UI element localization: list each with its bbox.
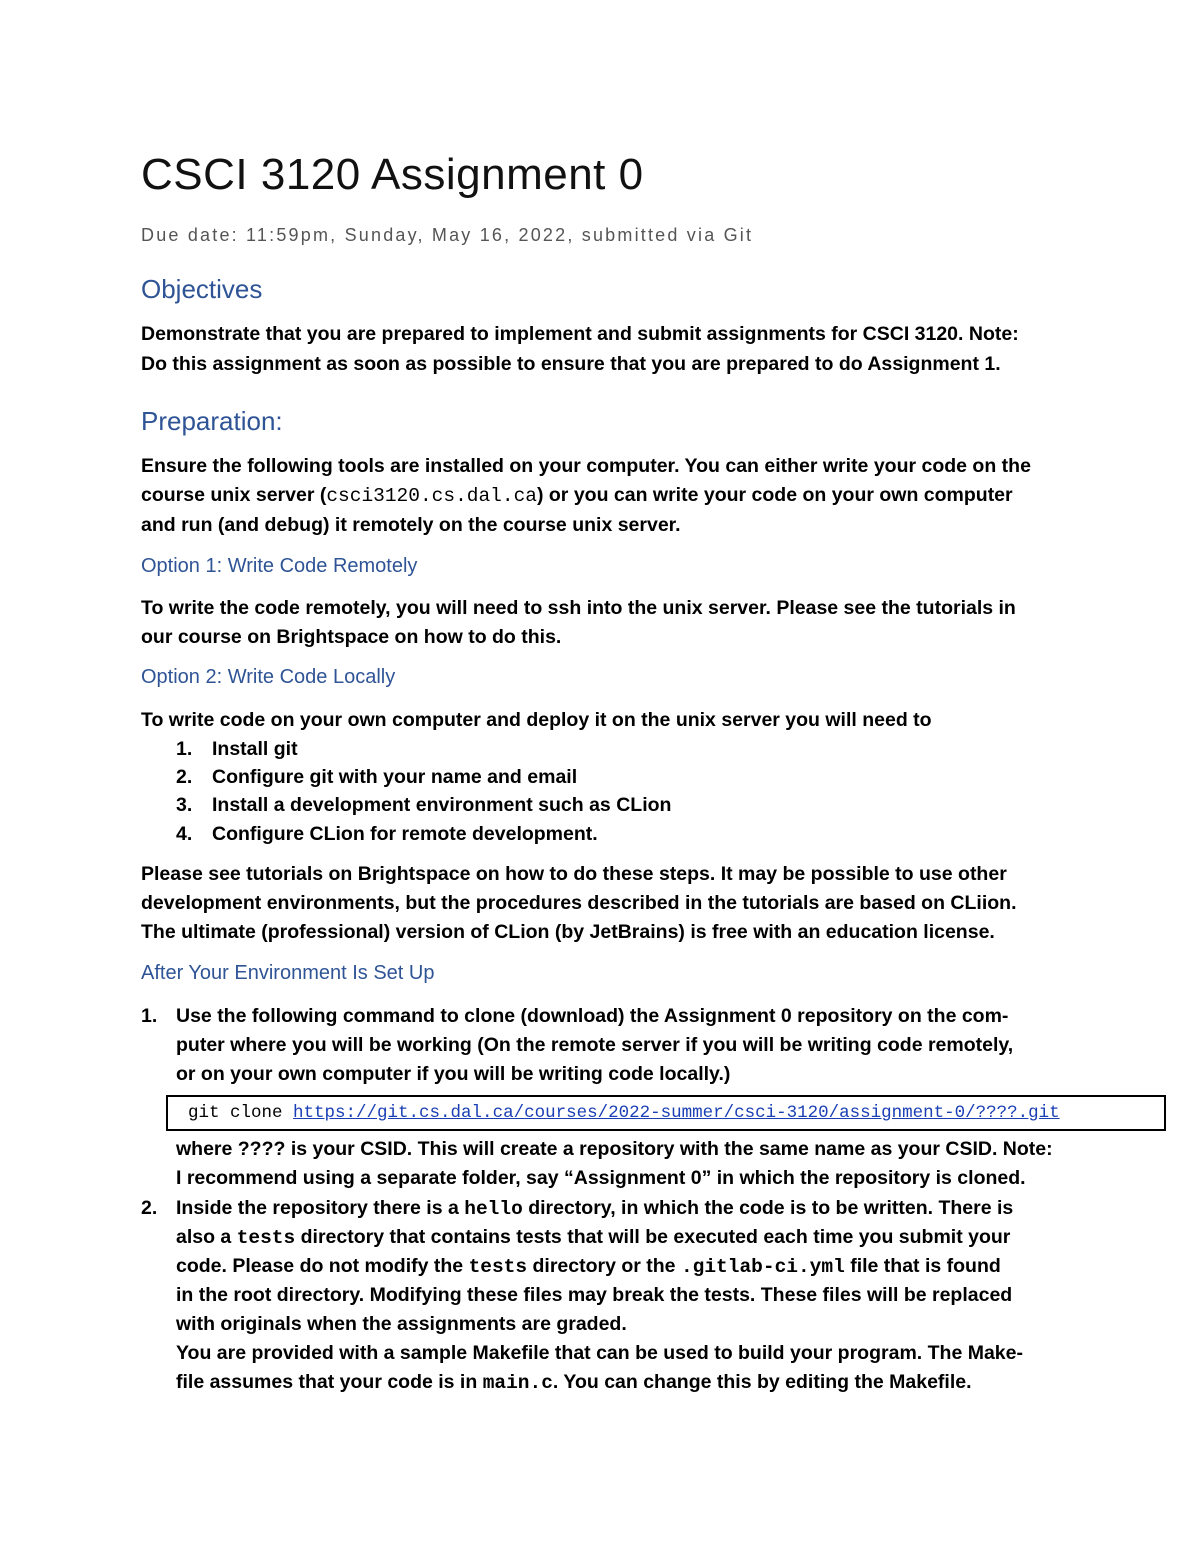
- after-item-1-line-2: puter where you will be working (On the remote server if you will be writing code remotely,: [176, 1034, 1014, 1056]
- repository-url-link[interactable]: https://git.cs.dal.ca/courses/2022-summer/csci-3120/assignment-0/????.git: [293, 1103, 1060, 1123]
- after-item-1-line-3: or on your own computer if you will be writing code locally.): [176, 1063, 731, 1085]
- after-item-2-line-1: [176, 1194, 1013, 1225]
- list-text: Install a development environment such as CLion: [212, 794, 672, 816]
- after-item-2-line-7: [176, 1368, 972, 1399]
- main-c-code: main.c: [482, 1372, 553, 1394]
- preparation-heading: Preparation:: [141, 406, 283, 436]
- list-number: 3.: [176, 794, 193, 816]
- option2-after-line-3: The ultimate (professional) version of CLion (by JetBrains) is free with an education license.: [141, 921, 995, 943]
- text-segment: directory, in which the code is to be written. There is: [522, 1197, 1014, 1219]
- option2-heading: Option 2: Write Code Locally: [141, 666, 396, 688]
- after-item-1-line-5: I recommend using a separate folder, say “Assignment 0” in which the repository is cloned.: [176, 1167, 1026, 1189]
- after-setup-heading: After Your Environment Is Set Up: [141, 962, 435, 984]
- list-text: Configure git with your name and email: [212, 766, 578, 788]
- option2-after-line-1: Please see tutorials on Brightspace on how to do these steps. It may be possible to use other: [141, 863, 1007, 885]
- after-item-2-number: 2.: [141, 1197, 158, 1219]
- option1-heading: Option 1: Write Code Remotely: [141, 555, 418, 577]
- text-segment: Inside the repository there is a: [176, 1197, 465, 1219]
- text-segment: file that is found: [844, 1255, 1001, 1277]
- gitlab-ci-file-code: .gitlab-ci.yml: [680, 1256, 845, 1278]
- list-text: Configure CLion for remote development.: [212, 823, 598, 845]
- hello-dir-code: hello: [464, 1198, 523, 1220]
- option2-after-line-2: development environments, but the procedures described in the tutorials are based on CLiion.: [141, 892, 1017, 914]
- text-segment: file assumes that your code is in: [176, 1371, 483, 1393]
- objectives-heading: Objectives: [141, 274, 263, 304]
- text-segment: also a: [176, 1226, 237, 1248]
- objectives-line-2: Do this assignment as soon as possible to ensure that you are prepared to do Assignment 1.: [141, 353, 1001, 375]
- after-item-2-line-6: You are provided with a sample Makefile that can be used to build your program. The Make-: [176, 1342, 1023, 1364]
- text-segment: . You can change this by editing the Makefile.: [552, 1371, 972, 1393]
- after-item-2-line-4: in the root directory. Modifying these files may break the tests. These files will be replaced: [176, 1284, 1013, 1306]
- due-date: Due date: 11:59pm, Sunday, May 16, 2022, submitted via Git: [141, 225, 754, 245]
- after-item-2-line-3: [176, 1252, 1001, 1283]
- server-hostname: csci3120.cs.dal.ca: [326, 485, 537, 507]
- preparation-line-2-post: ) or you can write your code on your own computer: [536, 484, 1013, 506]
- text-segment: code. Please do not modify the: [176, 1255, 469, 1277]
- list-number: 4.: [176, 823, 193, 845]
- list-number: 1.: [176, 738, 193, 760]
- after-item-1-line-4: where ???? is your CSID. This will create a repository with the same name as your CSID. Note:: [176, 1138, 1053, 1160]
- after-item-1-line-1: Use the following command to clone (download) the Assignment 0 repository on the com-: [176, 1005, 1009, 1027]
- preparation-line-1: Ensure the following tools are installed on your computer. You can either write your code on the: [141, 455, 1031, 477]
- after-item-1-number: 1.: [141, 1005, 158, 1027]
- after-item-2-line-5: with originals when the assignments are graded.: [176, 1313, 627, 1335]
- text-segment: directory or the: [527, 1255, 681, 1277]
- preparation-line-2-pre: course unix server (: [141, 484, 327, 506]
- git-clone-command: git clone: [188, 1103, 294, 1123]
- text-segment: directory that contains tests that will be executed each time you submit your: [295, 1226, 1011, 1248]
- after-item-2-line-2: [176, 1223, 1010, 1254]
- list-number: 2.: [176, 766, 193, 788]
- tests-dir-code: tests: [236, 1227, 296, 1249]
- option2-intro: To write code on your own computer and deploy it on the unix server you will need to: [141, 709, 932, 731]
- list-text: Install git: [212, 738, 298, 760]
- option1-line-2: our course on Brightspace on how to do this.: [141, 626, 562, 648]
- page-title: CSCI 3120 Assignment 0: [141, 150, 644, 199]
- option1-line-1: To write the code remotely, you will need to ssh into the unix server. Please see the tutorials in: [141, 597, 1016, 619]
- objectives-line-1: Demonstrate that you are prepared to implement and submit assignments for CSCI 3120. Note:: [141, 323, 1019, 345]
- tests-dir-code: tests: [468, 1256, 528, 1278]
- preparation-line-2: [141, 481, 1013, 512]
- preparation-line-3: and run (and debug) it remotely on the course unix server.: [141, 514, 681, 536]
- git-clone-command-box: [166, 1095, 1166, 1131]
